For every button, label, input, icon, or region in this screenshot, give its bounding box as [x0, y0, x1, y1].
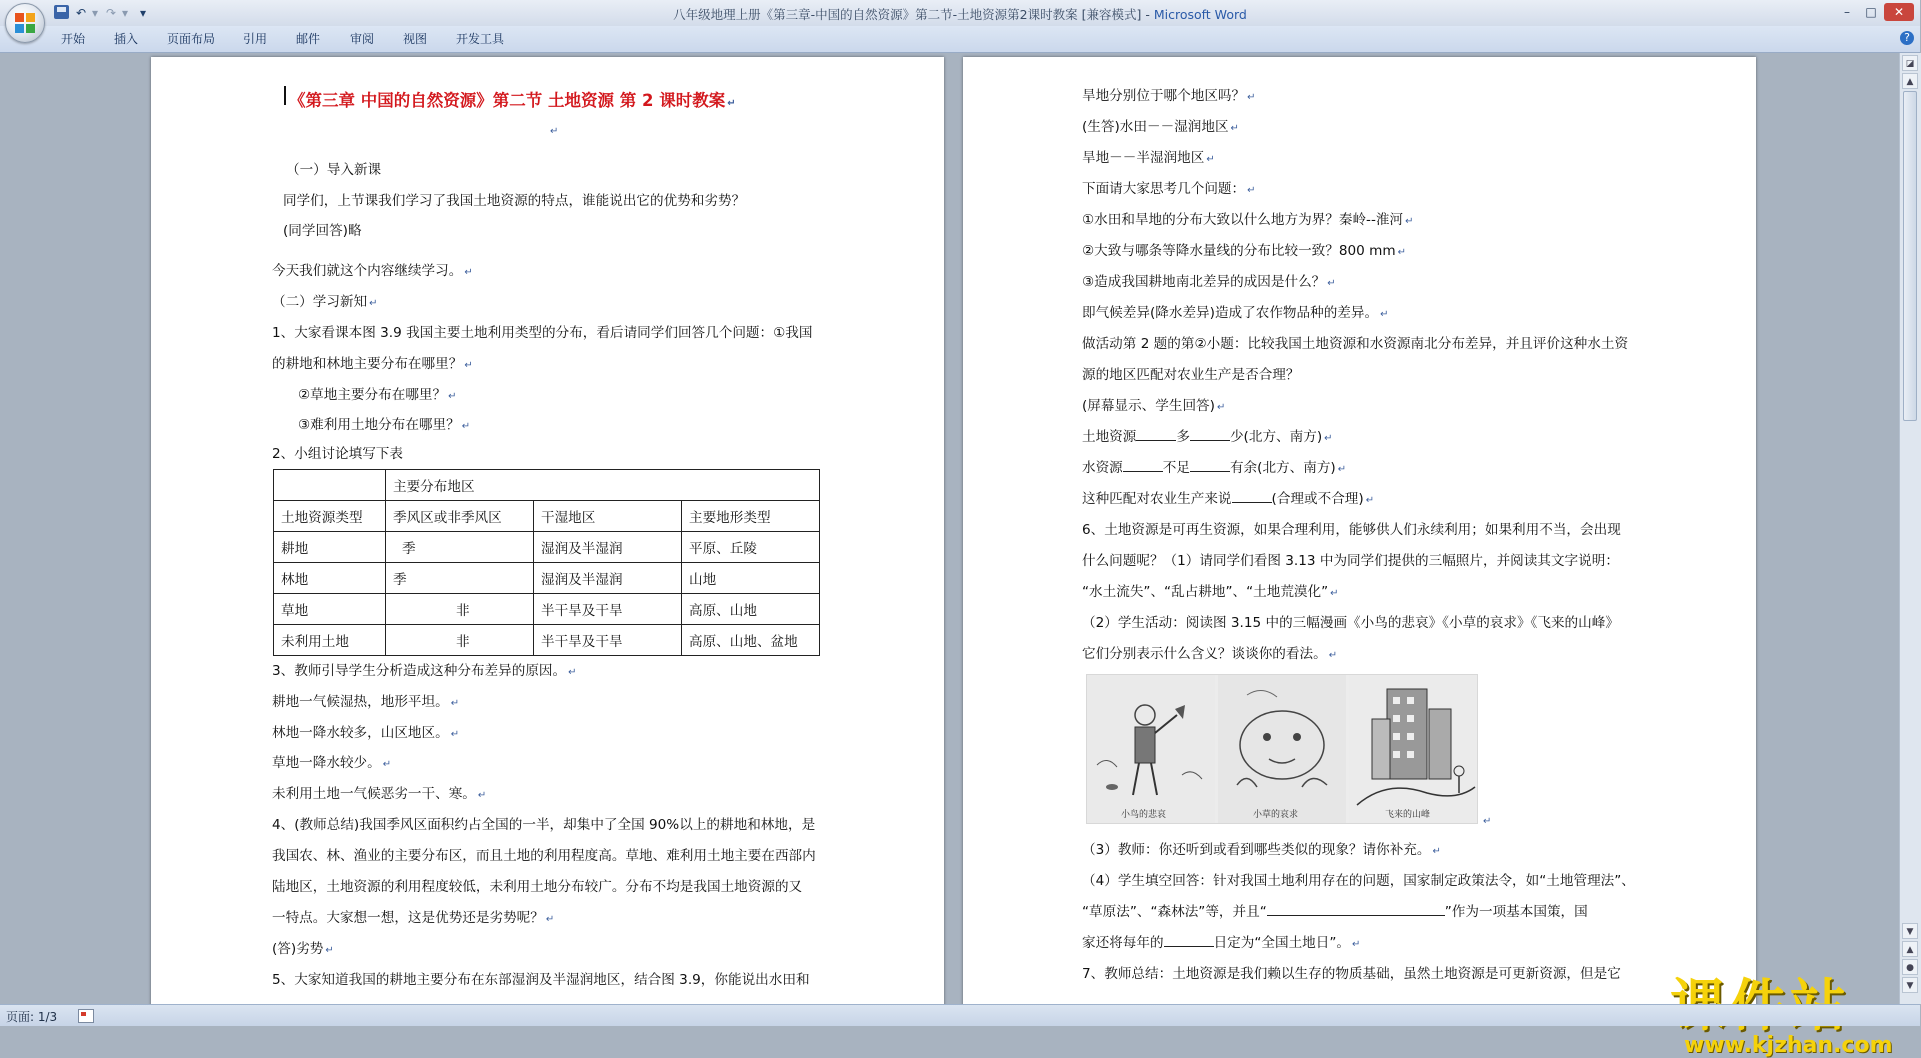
line: 源的地区匹配对农业生产是否合理？	[1082, 367, 1300, 383]
scroll-thumb[interactable]	[1903, 91, 1917, 421]
paragraph-mark: ↵	[1483, 816, 1492, 827]
line: （2）学生活动：阅读图 3.15 中的三幅漫画《小鸟的悲哀》《小草的哀求》《飞来的山峰》	[1082, 615, 1619, 631]
tab-mailings[interactable]: 邮件	[296, 32, 321, 46]
cartoon-illustration	[1087, 675, 1477, 823]
line: ③造成我国耕地南北差异的成因是什么？ ↵	[1082, 274, 1336, 290]
help-icon[interactable]: ?	[1900, 31, 1914, 45]
table-cell: 湿润及半湿润	[534, 563, 682, 594]
tab-references[interactable]: 引用	[243, 32, 268, 46]
table-cell: 半干旱及干旱	[534, 594, 682, 625]
tab-view[interactable]: 视图	[403, 32, 428, 46]
paragraph-mark: ↵	[550, 126, 559, 137]
line: 3、教师引导学生分析造成这种分布差异的原因。 ↵	[272, 663, 577, 679]
table-row	[274, 470, 820, 501]
minimize-button[interactable]: –	[1844, 5, 1850, 19]
caption-panel-1: 小鸟的悲哀	[1121, 810, 1167, 820]
table-row	[274, 532, 820, 563]
line: （二）学习新知 ↵	[272, 294, 378, 310]
customize-toolbar-icon[interactable]: ▾	[140, 6, 147, 20]
fill-line-match: 这种匹配对农业生产来说 (合理或不合理) ↵	[1082, 491, 1375, 507]
text-cursor	[284, 86, 286, 105]
line: 下面请大家思考几个问题： ↵	[1082, 181, 1256, 197]
fill-line-water: 水资源 不足 有余(北方、南方) ↵	[1082, 460, 1347, 476]
line: 2、小组讨论填写下表	[272, 446, 403, 462]
line: 一特点。大家想一想，这是优势还是劣势呢？ ↵	[272, 910, 555, 926]
vertical-scrollbar[interactable]	[1899, 53, 1921, 1004]
tab-review[interactable]: 审阅	[350, 32, 375, 46]
tab-home[interactable]: 开始	[61, 32, 86, 46]
line: （一）导入新课	[286, 162, 382, 178]
line: 旱地－－半湿润地区 ↵	[1082, 150, 1215, 166]
office-logo-icon	[15, 13, 35, 33]
fill-line-land: 土地资源 多 少(北方、南方) ↵	[1082, 429, 1333, 445]
table-cell: 高原、山地、盆地	[682, 625, 820, 656]
line: 即气候差异(降水差异)造成了农作物品种的差异。 ↵	[1082, 305, 1389, 321]
office-button[interactable]	[5, 3, 45, 43]
proofing-icon[interactable]	[78, 1009, 94, 1023]
line: (同学回答)略	[283, 223, 362, 239]
line: ③难利用土地分布在哪里？ ↵	[298, 417, 471, 433]
line: 5、大家知道我国的耕地主要分布在东部湿润及半湿润地区，结合图 3.9，你能说出水田和	[272, 972, 810, 988]
land-resource-table[interactable]	[273, 469, 820, 656]
next-page-button[interactable]: ▼	[1902, 977, 1918, 993]
line: 耕地一气候湿热，地形平坦。 ↵	[272, 694, 460, 710]
tab-page-layout[interactable]: 页面布局	[167, 32, 216, 46]
tab-developer[interactable]: 开发工具	[456, 32, 505, 46]
table-row	[274, 563, 820, 594]
table-cell: 季	[386, 532, 534, 563]
table-row	[274, 594, 820, 625]
line: 的耕地和林地主要分布在哪里？ ↵	[272, 356, 473, 372]
tab-insert[interactable]: 插入	[114, 32, 139, 46]
previous-page-button[interactable]: ▲	[1902, 941, 1918, 957]
table-cell: 未利用土地	[274, 625, 386, 656]
ribbon-tabs	[0, 26, 1920, 53]
line: (屏幕显示、学生回答) ↵	[1082, 398, 1226, 414]
table-cell: 湿润及半湿润	[534, 532, 682, 563]
page-indicator[interactable]: 页面: 1/3	[6, 1010, 58, 1024]
caption-panel-2: 小草的哀求	[1253, 810, 1299, 820]
line: ②大致与哪条等降水量线的分布比较一致？800 mm ↵	[1082, 243, 1407, 259]
document-page-2[interactable]	[963, 57, 1756, 1017]
window-title	[0, 5, 1920, 23]
line: “水土流失”、“乱占耕地”、“土地荒漠化” ↵	[1082, 584, 1339, 600]
line: 6、土地资源是可再生资源，如果合理利用，能够供人们永续利用；如果利用不当，会出现	[1082, 522, 1621, 538]
line: 1、大家看课本图 3.9 我国主要土地利用类型的分布，看后请同学们回答几个问题：①我国	[272, 325, 813, 341]
line: 家还将每年的 日定为“全国土地日”。 ↵	[1082, 935, 1361, 951]
line: (生答)水田－－湿润地区 ↵	[1082, 119, 1239, 135]
cartoon-figure	[1086, 674, 1478, 824]
table-header: 季风区或非季风区	[386, 501, 534, 532]
table-cell: 高原、山地	[682, 594, 820, 625]
line: ②草地主要分布在哪里？ ↵	[298, 387, 457, 403]
line: (答)劣势 ↵	[272, 941, 334, 957]
line: 陆地区，土地资源的利用程度较低，未利用土地分布较广。分布不均是我国土地资源的又	[272, 879, 803, 895]
line: 今天我们就这个内容继续学习。 ↵	[272, 263, 473, 279]
line: 做活动第 2 题的第②小题：比较我国土地资源和水资源南北分布差异，并且评价这种水土资	[1082, 336, 1629, 352]
line: 旱地分别位于哪个地区吗？ ↵	[1082, 88, 1256, 104]
line: 同学们，上节课我们学习了我国土地资源的特点，谁能说出它的优势和劣势？	[283, 193, 746, 209]
maximize-button[interactable]: □	[1865, 5, 1877, 19]
table-cell: 季	[386, 563, 534, 594]
table-cell: 林地	[274, 563, 386, 594]
line: 什么问题呢？（1）请同学们看图 3.13 中为同学们提供的三幅照片，并阅读其文字说明：	[1082, 553, 1619, 569]
undo-icon[interactable]: ↶	[76, 6, 87, 20]
table-cell: 平原、丘陵	[682, 532, 820, 563]
line: （3）教师：你还听到或看到哪些类似的现象？请你补充。 ↵	[1082, 842, 1441, 858]
undo-dropdown-icon[interactable]: ▾	[92, 6, 99, 20]
table-header: 主要地形类型	[682, 501, 820, 532]
select-browse-object-button[interactable]: ●	[1902, 959, 1918, 975]
table-cell: 非	[386, 625, 534, 656]
table-cell: 耕地	[274, 532, 386, 563]
scroll-up-button[interactable]: ▲	[1902, 73, 1918, 89]
table-header-group: 主要分布地区	[386, 470, 820, 501]
caption-panel-3: 飞来的山峰	[1385, 810, 1431, 820]
app-name: Microsoft Word	[1153, 7, 1247, 22]
redo-icon[interactable]: ↷	[106, 6, 117, 20]
table-cell: 草地	[274, 594, 386, 625]
line: 7、教师总结：土地资源是我们赖以生存的物质基础，虽然土地资源是可更新资源，但是它	[1082, 966, 1621, 982]
ruler-toggle-icon[interactable]: ◪	[1902, 55, 1918, 71]
document-page-1[interactable]	[151, 57, 944, 1017]
table-cell: 山地	[682, 563, 820, 594]
table-cell	[274, 470, 386, 501]
watermark-url: www.kjzhan.com	[1684, 1033, 1893, 1058]
document-name: 八年级地理上册《第三章-中国的自然资源》第二节-土地资源第2课时教案 [兼容模式] -	[673, 7, 1154, 22]
line: 我国农、林、渔业的主要分布区，而且土地的利用程度高。草地、难利用土地主要在西部内	[272, 848, 816, 864]
line: “草原法”、“森林法”等，并且“ ”作为一项基本国策，国	[1082, 904, 1588, 920]
title-bar	[0, 0, 1920, 27]
status-bar	[0, 1004, 1920, 1026]
line: 未利用土地一气候恶劣一干、寒。 ↵	[272, 786, 487, 802]
table-header: 土地资源类型	[274, 501, 386, 532]
table-cell: 半干旱及干旱	[534, 625, 682, 656]
redo-dropdown-icon[interactable]: ▾	[122, 6, 129, 20]
line: （4）学生填空回答：针对我国土地利用存在的问题，国家制定政策法令，如“土地管理法”、	[1082, 873, 1635, 889]
line: 4、(教师总结)我国季风区面积约占全国的一半，却集中了全国 90%以上的耕地和林地，是	[272, 817, 816, 833]
line: ①水田和旱地的分布大致以什么地方为界？秦岭--淮河 ↵	[1082, 212, 1414, 228]
line: 林地一降水较多，山区地区。 ↵	[272, 725, 460, 741]
table-cell: 非	[386, 594, 534, 625]
table-row	[274, 625, 820, 656]
document-title: 《第三章 中国的自然资源》第二节 土地资源 第 2 课时教案 ↵	[289, 91, 736, 110]
line: 草地一降水较少。 ↵	[272, 755, 392, 771]
table-header-row	[274, 501, 820, 532]
scroll-down-button[interactable]: ▼	[1902, 923, 1918, 939]
close-button[interactable]: ✕	[1884, 3, 1914, 21]
table-header: 干湿地区	[534, 501, 682, 532]
line: 它们分别表示什么含义？谈谈你的看法。 ↵	[1082, 646, 1338, 662]
